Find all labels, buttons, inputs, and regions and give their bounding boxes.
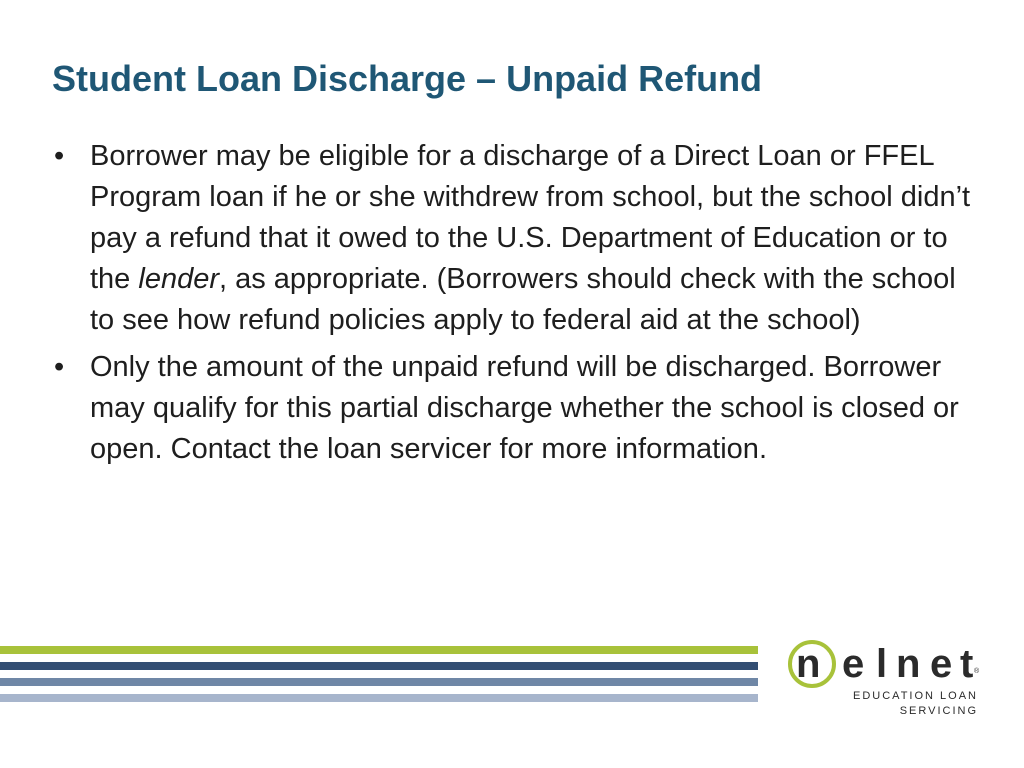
bullet-emphasis-lender: lender: [138, 263, 219, 295]
logo-letter: e: [842, 642, 865, 686]
logo-wordmark: [786, 634, 986, 694]
bullet-marker: •: [54, 140, 65, 172]
stripe-green: [0, 646, 758, 654]
logo-tagline-line2: SERVICING: [899, 705, 978, 717]
decorative-stripes: [0, 646, 758, 710]
logo-tagline-line1: EDUCATION LOAN: [853, 690, 978, 702]
slide-title: Student Loan Discharge – Unpaid Refund: [52, 58, 763, 99]
logo-letter: l: [876, 642, 888, 686]
bullet-text: Only the amount of the unpaid refund will be discharged. Borrower may qualify for this partial discharge whether the school is closed or open. Contact the loan servicer for more information.: [90, 351, 959, 465]
stripe-navy: [0, 662, 758, 670]
stripe-slate: [0, 678, 758, 686]
registered-mark: ®: [974, 668, 980, 675]
logo-letter: n: [796, 642, 821, 686]
logo-letter: n: [896, 642, 921, 686]
bullet-text-part-2: , as appropriate. (Borrowers should check with the school to see how refund policies apply to federal aid at the school): [90, 263, 956, 336]
bullet-list: [52, 136, 972, 476]
bullet-item-eligibility: [52, 136, 972, 341]
logo-letter: e: [930, 642, 953, 686]
bullet-marker: •: [54, 351, 65, 383]
bullet-text-part-1: Borrower may be eligible for a discharge of a Direct Loan or FFEL Program loan if he or she withdrew from school, but the school didn’t pay a refund that it owed to the U.S. Department of Education or to the: [90, 140, 971, 295]
logo-letter: t: [960, 642, 974, 686]
nelnet-logo: [786, 634, 986, 724]
bullet-item-partial-discharge: [52, 347, 972, 470]
stripe-light-blue: [0, 694, 758, 702]
